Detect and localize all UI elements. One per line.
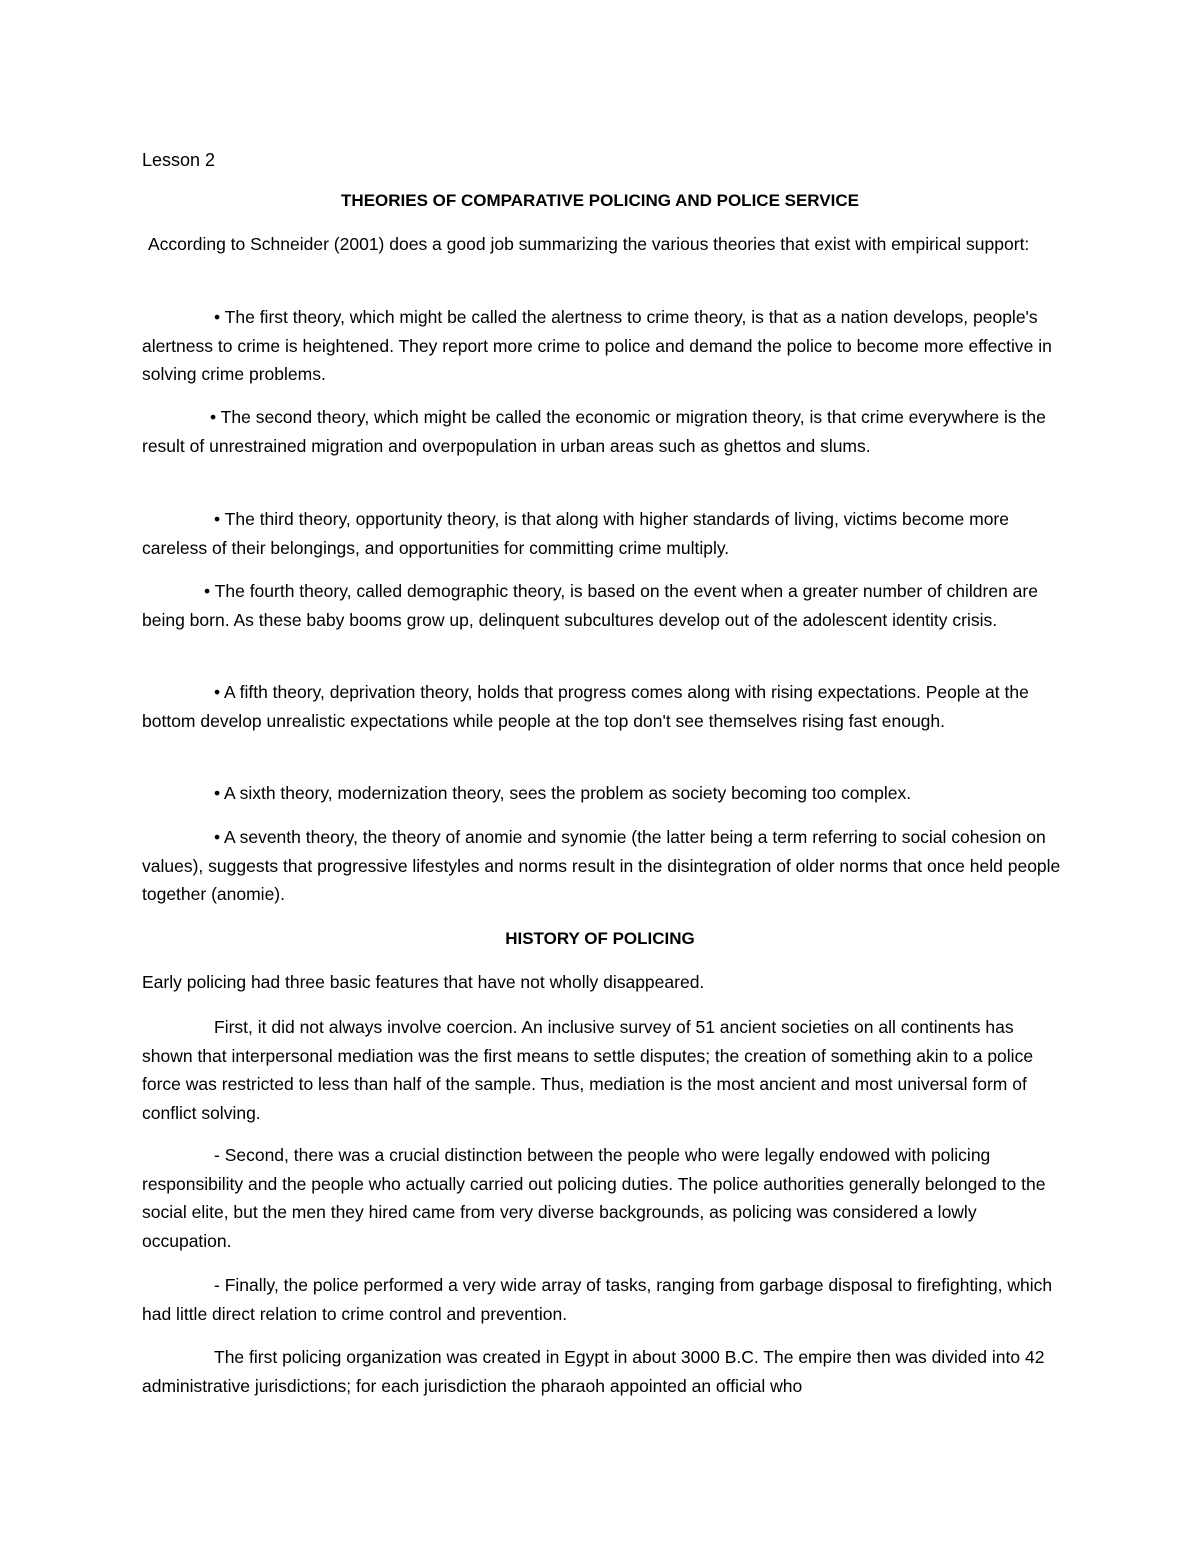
theory-item-3: • The third theory, opportunity theory, is that along with higher standards of living, victims become more careless of their belongings, and opportunities for committing crime multiply. <box>142 509 1009 558</box>
history-point-1: First, it did not always involve coercion. An inclusive survey of 51 ancient societies on all continents has shown that interpersonal mediation was the first means to settle disputes; the creation of something akin to a police force was restricted to less than half of the sample. Thus, mediation is the most ancient and most universal form of conflict solving. <box>142 1017 1034 1123</box>
page-title: THEORIES OF COMPARATIVE POLICING AND POLICE SERVICE <box>341 191 859 210</box>
theory-item-4: • The fourth theory, called demographic theory, is based on the event when a greater number of children are being born. As these baby booms grow up, delinquent subcultures develop out of the adolescent identity crisis. <box>142 581 1038 630</box>
theory-item-5: • A fifth theory, deprivation theory, holds that progress comes along with rising expectations. People at the bottom develop unrealistic expectations while people at the top don't see themselves rising fast enough. <box>142 682 1029 731</box>
theory-item-7: • A seventh theory, the theory of anomie and synomie (the latter being a term referring to social cohesion on values), suggests that progressive lifestyles and norms result in the disintegration of older norms that once held people together (anomie). <box>142 827 1061 905</box>
intro-paragraph: According to Schneider (2001) does a good job summarizing the various theories that exist with empirical support: <box>148 234 1030 254</box>
theory-item-6: • A sixth theory, modernization theory, sees the problem as society becoming too complex. <box>214 783 912 803</box>
history-point-3: - Finally, the police performed a very wide array of tasks, ranging from garbage disposal to firefighting, which had little direct relation to crime control and prevention. <box>142 1275 1053 1324</box>
egypt-paragraph: The first policing organization was created in Egypt in about 3000 B.C. The empire then was divided into 42 administrative jurisdictions; for each jurisdiction the pharaoh appointed an official who <box>142 1347 1045 1396</box>
history-intro: Early policing had three basic features that have not wholly disappeared. <box>142 972 705 992</box>
history-point-2: - Second, there was a crucial distinction between the people who were legally endowed with policing responsibility and the people who actually carried out policing duties. The police authorities generally belonged to the social elite, but the men they hired came from very diverse backgrounds, as policing was considered a lowly occupation. <box>142 1145 1046 1251</box>
history-heading: HISTORY OF POLICING <box>505 929 695 948</box>
theory-item-1: • The first theory, which might be called the alertness to crime theory, is that as a nation develops, people's alertness to crime is heightened. They report more crime to police and demand the police to become more effective in solving crime problems. <box>142 307 1052 385</box>
lesson-label: Lesson 2 <box>142 150 216 170</box>
theory-item-2: • The second theory, which might be called the economic or migration theory, is that crime everywhere is the result of unrestrained migration and overpopulation in urban areas such as ghettos and slums. <box>142 407 1046 456</box>
